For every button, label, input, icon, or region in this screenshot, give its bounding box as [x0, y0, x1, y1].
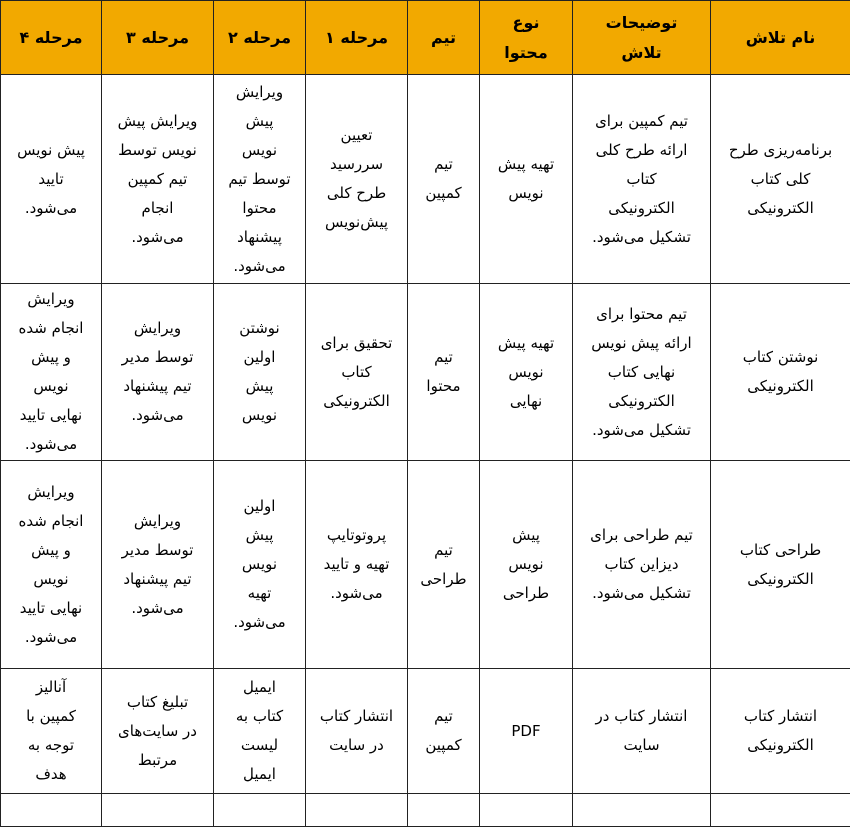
- empty-cell: [306, 794, 408, 827]
- header-effort-description: توضیحات تلاش: [573, 1, 711, 75]
- cell-effort-description: تیم محتوا برای ارائه پیش نویس نهایی کتاب الکترونیکی تشکیل می‌شود.: [573, 284, 711, 461]
- cell-content-type: تهیه پیش نویس: [480, 75, 573, 284]
- cell-content-type: پیش نویس طراحی: [480, 461, 573, 669]
- cell-stage-2: اولین پیش نویس تهیه می‌شود.: [214, 461, 306, 669]
- table-row: [1, 284, 850, 461]
- empty-cell: [408, 794, 480, 827]
- cell-content-type: PDF: [480, 669, 573, 794]
- cell-stage-2: نوشتن اولین پیش نویس: [214, 284, 306, 461]
- cell-team: تیم کمپین: [408, 75, 480, 284]
- cell-effort-description: تیم کمپین برای ارائه طرح کلی کتاب الکترونیکی تشکیل می‌شود.: [573, 75, 711, 284]
- header-stage-2: مرحله ۲: [214, 1, 306, 75]
- empty-cell: [573, 794, 711, 827]
- cell-stage-4: ویرایش انجام شده و پیش نویس نهایی تایید می‌شود.: [1, 461, 102, 669]
- cell-effort-name: برنامه‌ریزی طرح کلی کتاب الکترونیکی: [711, 75, 850, 284]
- cell-effort-description: تیم طراحی برای دیزاین کتاب تشکیل می‌شود.: [573, 461, 711, 669]
- table-row: [1, 461, 850, 669]
- header-stage-3: مرحله ۳: [102, 1, 214, 75]
- cell-stage-1: انتشار کتاب در سایت: [306, 669, 408, 794]
- header-stage-4: مرحله ۴: [1, 1, 102, 75]
- cell-team: تیم محتوا: [408, 284, 480, 461]
- empty-row: [1, 794, 850, 827]
- empty-cell: [214, 794, 306, 827]
- cell-stage-4: آنالیز کمپین با توجه به هدف: [1, 669, 102, 794]
- cell-stage-2: ویرایش پیش نویس توسط تیم محتوا پیشنهاد می‌شود.: [214, 75, 306, 284]
- cell-content-type: تهیه پیش نویس نهایی: [480, 284, 573, 461]
- cell-effort-name: نوشتن کتاب الکترونیکی: [711, 284, 850, 461]
- cell-team: تیم طراحی: [408, 461, 480, 669]
- cell-stage-1: تعیین سررسید طرح کلی پیش‌نویس: [306, 75, 408, 284]
- cell-effort-name: طراحی کتاب الکترونیکی: [711, 461, 850, 669]
- cell-team: تیم کمپین: [408, 669, 480, 794]
- header-stage-1: مرحله ۱: [306, 1, 408, 75]
- empty-cell: [1, 794, 102, 827]
- header-team: تیم: [408, 1, 480, 75]
- table-row: [1, 669, 850, 794]
- cell-stage-2: ایمیل کتاب به لیست ایمیل: [214, 669, 306, 794]
- cell-effort-name: انتشار کتاب الکترونیکی: [711, 669, 850, 794]
- cell-stage-4: ویرایش انجام شده و پیش نویس نهایی تایید می‌شود.: [1, 284, 102, 461]
- cell-effort-description: انتشار کتاب در سایت: [573, 669, 711, 794]
- cell-stage-3: ویرایش توسط مدیر تیم پیشنهاد می‌شود.: [102, 284, 214, 461]
- header-content-type: نوع محتوا: [480, 1, 573, 75]
- cell-stage-1: تحقیق برای کتاب الکترونیکی: [306, 284, 408, 461]
- header-effort-name: نام تلاش: [711, 1, 850, 75]
- empty-cell: [480, 794, 573, 827]
- cell-stage-3: تبلیغ کتاب در سایت‌های مرتبط: [102, 669, 214, 794]
- cell-stage-3: ویرایش پیش نویس توسط تیم کمپین انجام می‌شود.: [102, 75, 214, 284]
- cell-stage-1: پروتوتایپ تهیه و تایید می‌شود.: [306, 461, 408, 669]
- header-row: [1, 1, 850, 75]
- empty-cell: [102, 794, 214, 827]
- cell-stage-3: ویرایش توسط مدیر تیم پیشنهاد می‌شود.: [102, 461, 214, 669]
- table-row: [1, 75, 850, 284]
- cell-stage-4: پیش نویس تایید می‌شود.: [1, 75, 102, 284]
- empty-cell: [711, 794, 850, 827]
